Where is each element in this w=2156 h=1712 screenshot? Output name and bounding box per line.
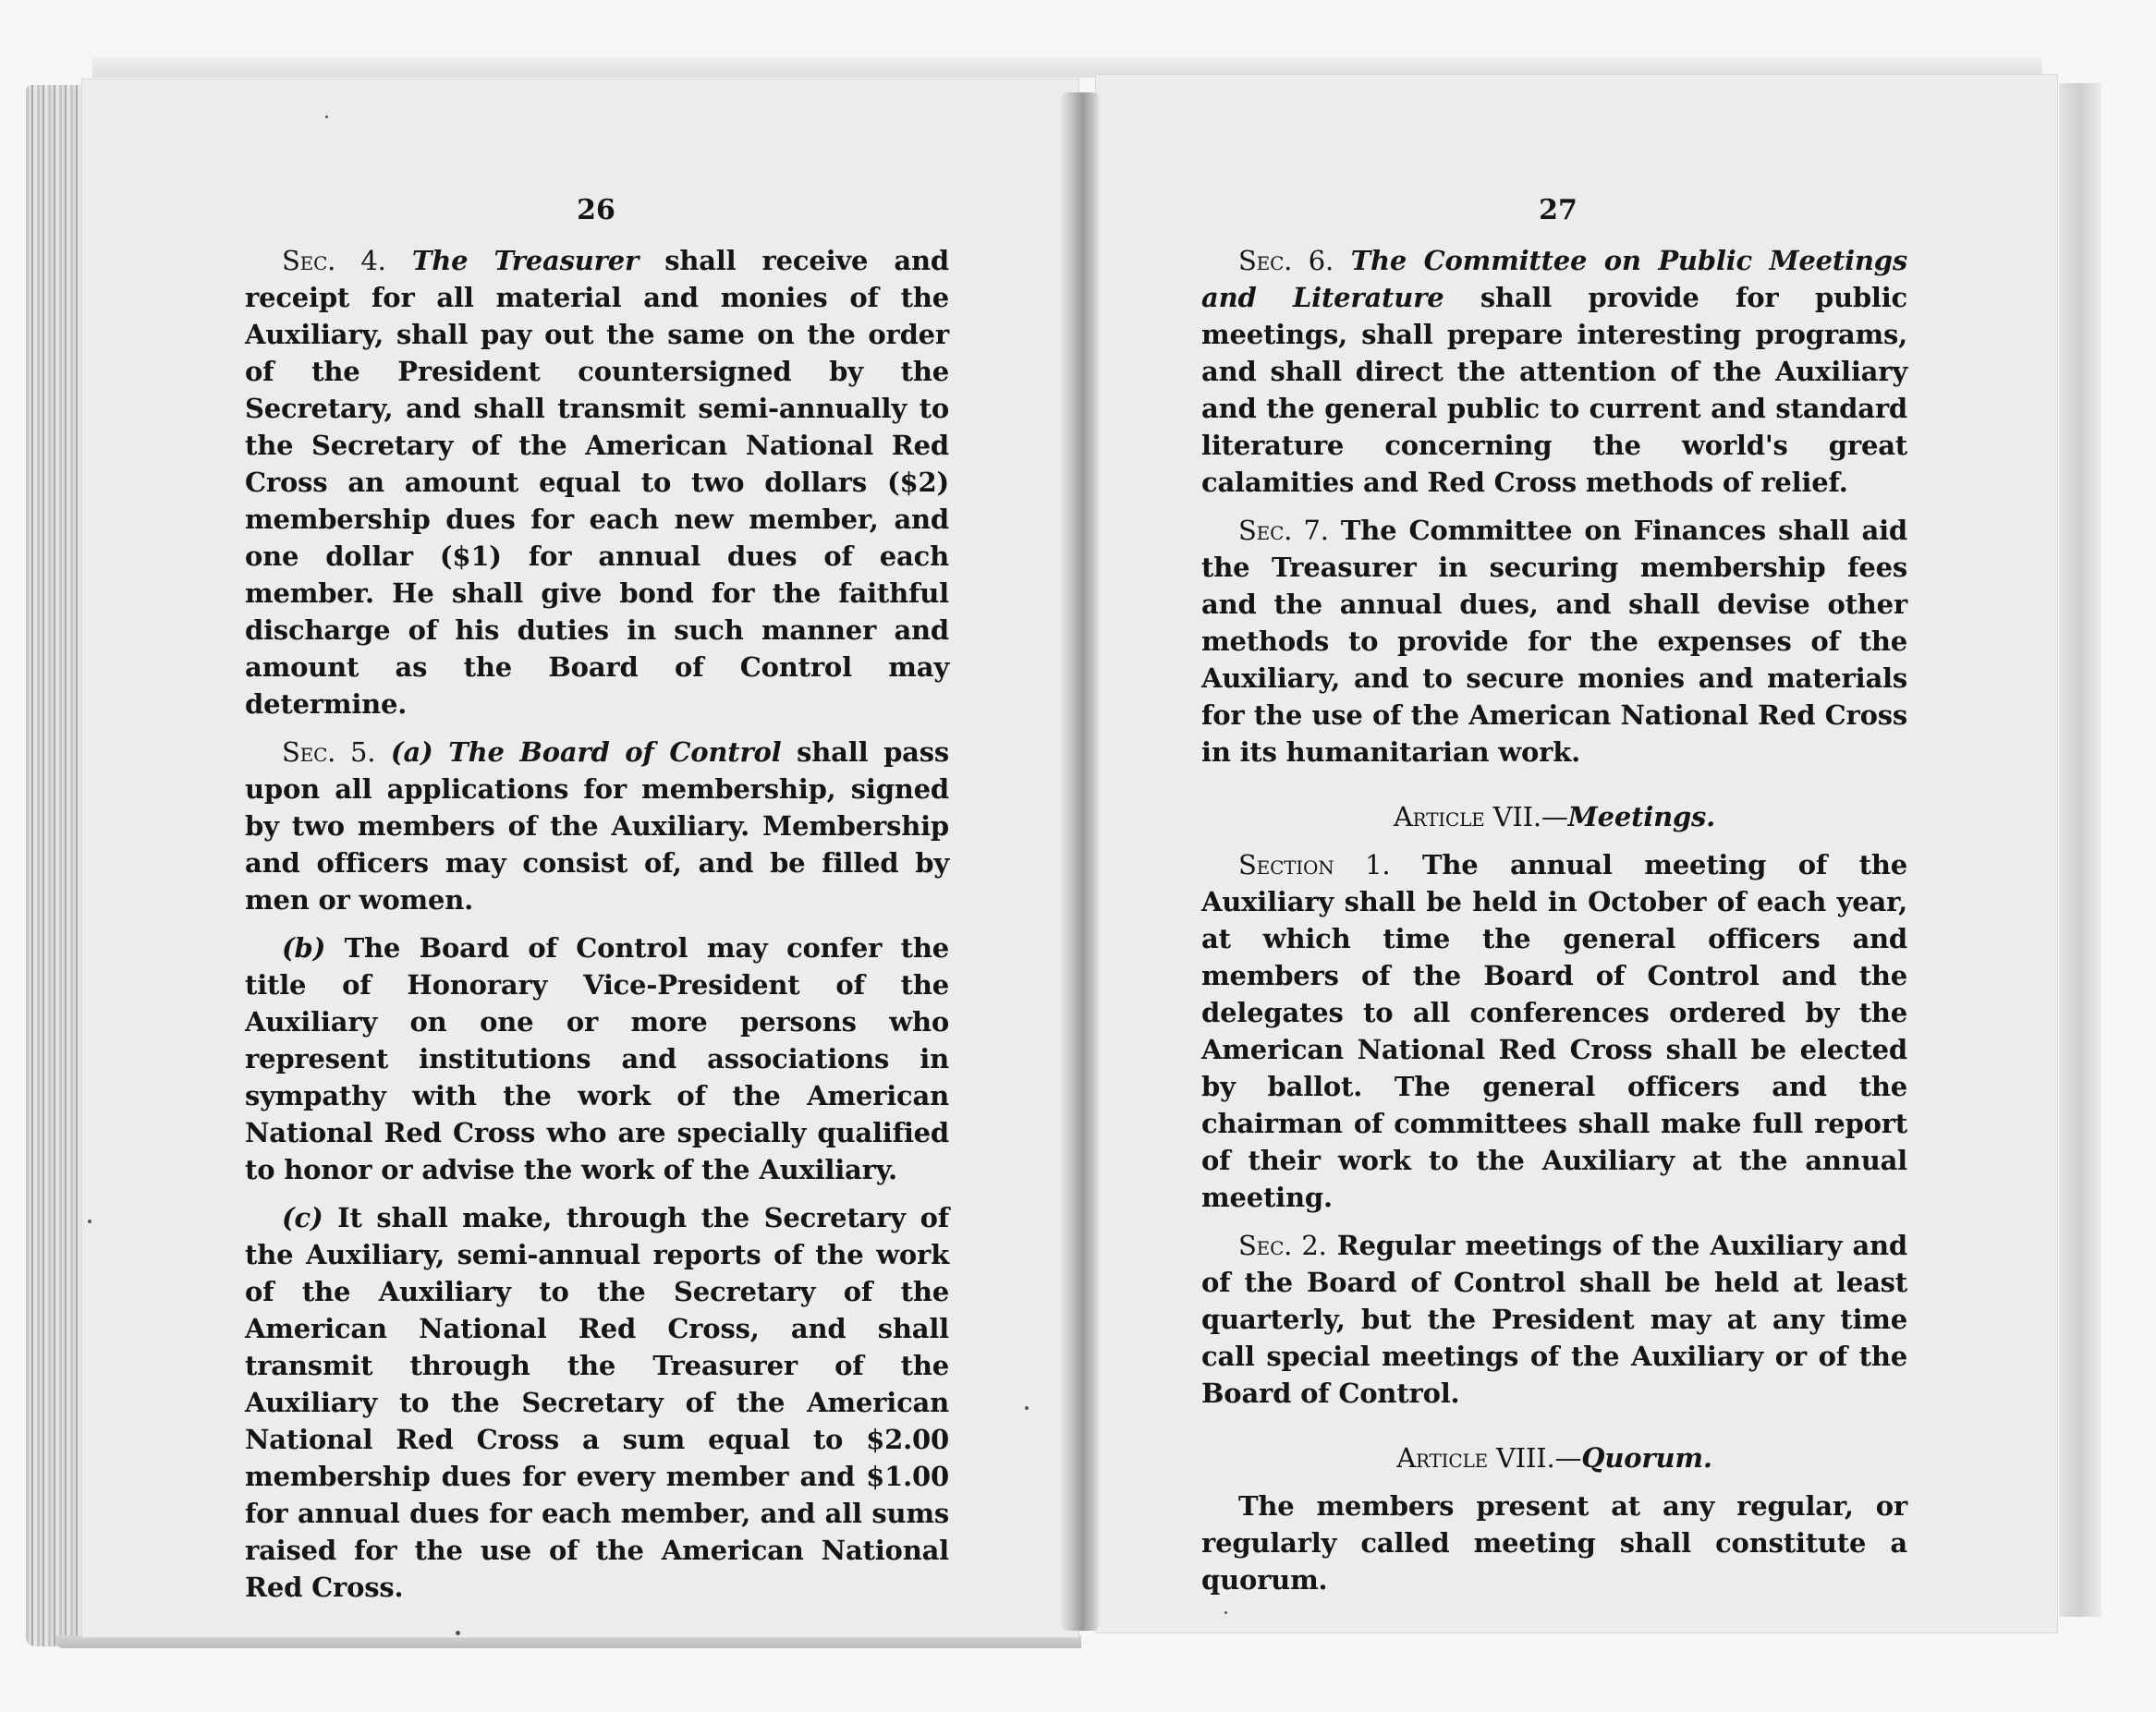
paper-speck bbox=[456, 1631, 460, 1635]
paper-speck bbox=[1224, 1611, 1227, 1614]
article-label: Article VII.— bbox=[1393, 801, 1568, 832]
section-body: shall provide for public meetings, shall prepare interesting programs, and shall direct the attention of the Auxiliary and the general public to current and standard literature concerning the world's great calamities and Red Cross methods of relief. bbox=[1201, 282, 1907, 498]
section-label: Sec. 7. bbox=[1238, 515, 1329, 546]
section-label: Sec. 6. bbox=[1238, 245, 1334, 276]
section-title: The Board of Control bbox=[448, 736, 782, 768]
section-body: The Committee on Finances shall aid the Treasurer in securing membership fees and the annual dues, and shall devise other methods to provide for the expenses of the Auxiliary, and to secure monies and materials for the use of the American National Red Cross in its humanitarian work. bbox=[1201, 515, 1907, 768]
section-label: Sec. 5. bbox=[282, 736, 376, 768]
article-label: Article VIII.— bbox=[1396, 1442, 1582, 1474]
page-number-right: 27 bbox=[1539, 194, 1577, 226]
section-title: The Treasurer bbox=[411, 245, 639, 276]
section-5b bbox=[245, 929, 949, 1188]
article-7-section-1 bbox=[1201, 846, 1907, 1216]
section-body: shall pass upon all applications for membership, signed by two members of the Auxiliary. Membership and officers may consist of, and be filled by men or women. bbox=[245, 736, 949, 916]
article-8-heading bbox=[1201, 1439, 1907, 1476]
section-body: The annual meeting of the Auxiliary shall be held in October of each year, at which time the general officers and members of the Board of Control and the delegates to all conferences ordered by the American National Red Cross shall be elected by ballot. The general officers and the chairman of committees shall make full report of their work to the Auxiliary at the annual meeting. bbox=[1201, 849, 1907, 1213]
page-stack-right-edge bbox=[2059, 83, 2101, 1617]
section-body: The Board of Control may confer the title of Honorary Vice-President of the Auxiliary on one or more persons who represent institutions and associations in sympathy with the work of the American National Red Cross who are specially qualified to honor or advise the work of the Auxiliary. bbox=[245, 932, 949, 1185]
page-number-left: 26 bbox=[577, 194, 615, 226]
article-title: Quorum. bbox=[1581, 1442, 1712, 1474]
section-body: It shall make, through the Secretary of the Auxiliary, semi-annual reports of the work of the Auxiliary to the Secretary of the American National Red Cross, and shall transmit through the Treasurer of the Auxiliary to the Secretary of the American National Red Cross a sum equal to $2.00 membership dues for every member and $1.00 for annual dues for each member, and all sums raised for the use of the American National Red Cross. bbox=[245, 1202, 949, 1603]
section-5a bbox=[245, 734, 949, 918]
subsection-marker: (b) bbox=[282, 932, 326, 964]
article-title: Meetings. bbox=[1567, 801, 1716, 832]
book-spine-gutter bbox=[1061, 92, 1100, 1631]
section-6 bbox=[1201, 242, 1907, 501]
left-page-text bbox=[245, 242, 949, 1617]
section-5c bbox=[245, 1199, 949, 1606]
subsection-marker: (c) bbox=[282, 1202, 323, 1233]
right-page-text bbox=[1201, 242, 1907, 1609]
paper-speck bbox=[88, 1220, 91, 1223]
paper-speck bbox=[325, 115, 328, 118]
section-label: Sec. 4. bbox=[282, 245, 386, 276]
section-body: Regular meetings of the Auxiliary and of the Board of Control shall be held at least quarterly, but the President may at any time call special meetings of the Auxiliary or of the Board of Control. bbox=[1201, 1230, 1907, 1409]
section-label: Sec. 2. bbox=[1238, 1230, 1327, 1261]
section-title: The Committee on Public Meetings and Literature bbox=[1201, 245, 1907, 313]
page-stack-left-edge bbox=[26, 85, 83, 1646]
section-body: shall receive and receipt for all material and monies of the Auxiliary, shall pay out the same on the order of the President countersigned by the Secretary, and shall transmit semi-annually to the Secretary of the American National Red Cross an amount equal to two dollars ($2) membership dues for each new member, and one dollar ($1) for annual dues of each member. He shall give bond for the faithful discharge of his duties in such manner and amount as the Board of Control may determine. bbox=[245, 245, 949, 720]
article-7-section-2 bbox=[1201, 1227, 1907, 1412]
section-label: Section 1. bbox=[1238, 849, 1391, 880]
section-4 bbox=[245, 242, 949, 722]
article-7-heading bbox=[1201, 798, 1907, 835]
section-body: The members present at any regular, or regularly called meeting shall constitute a quorum. bbox=[1201, 1490, 1907, 1596]
paper-speck bbox=[1025, 1406, 1029, 1410]
section-7 bbox=[1201, 512, 1907, 771]
article-8-body bbox=[1201, 1487, 1907, 1598]
subsection-marker: (a) bbox=[390, 736, 433, 768]
